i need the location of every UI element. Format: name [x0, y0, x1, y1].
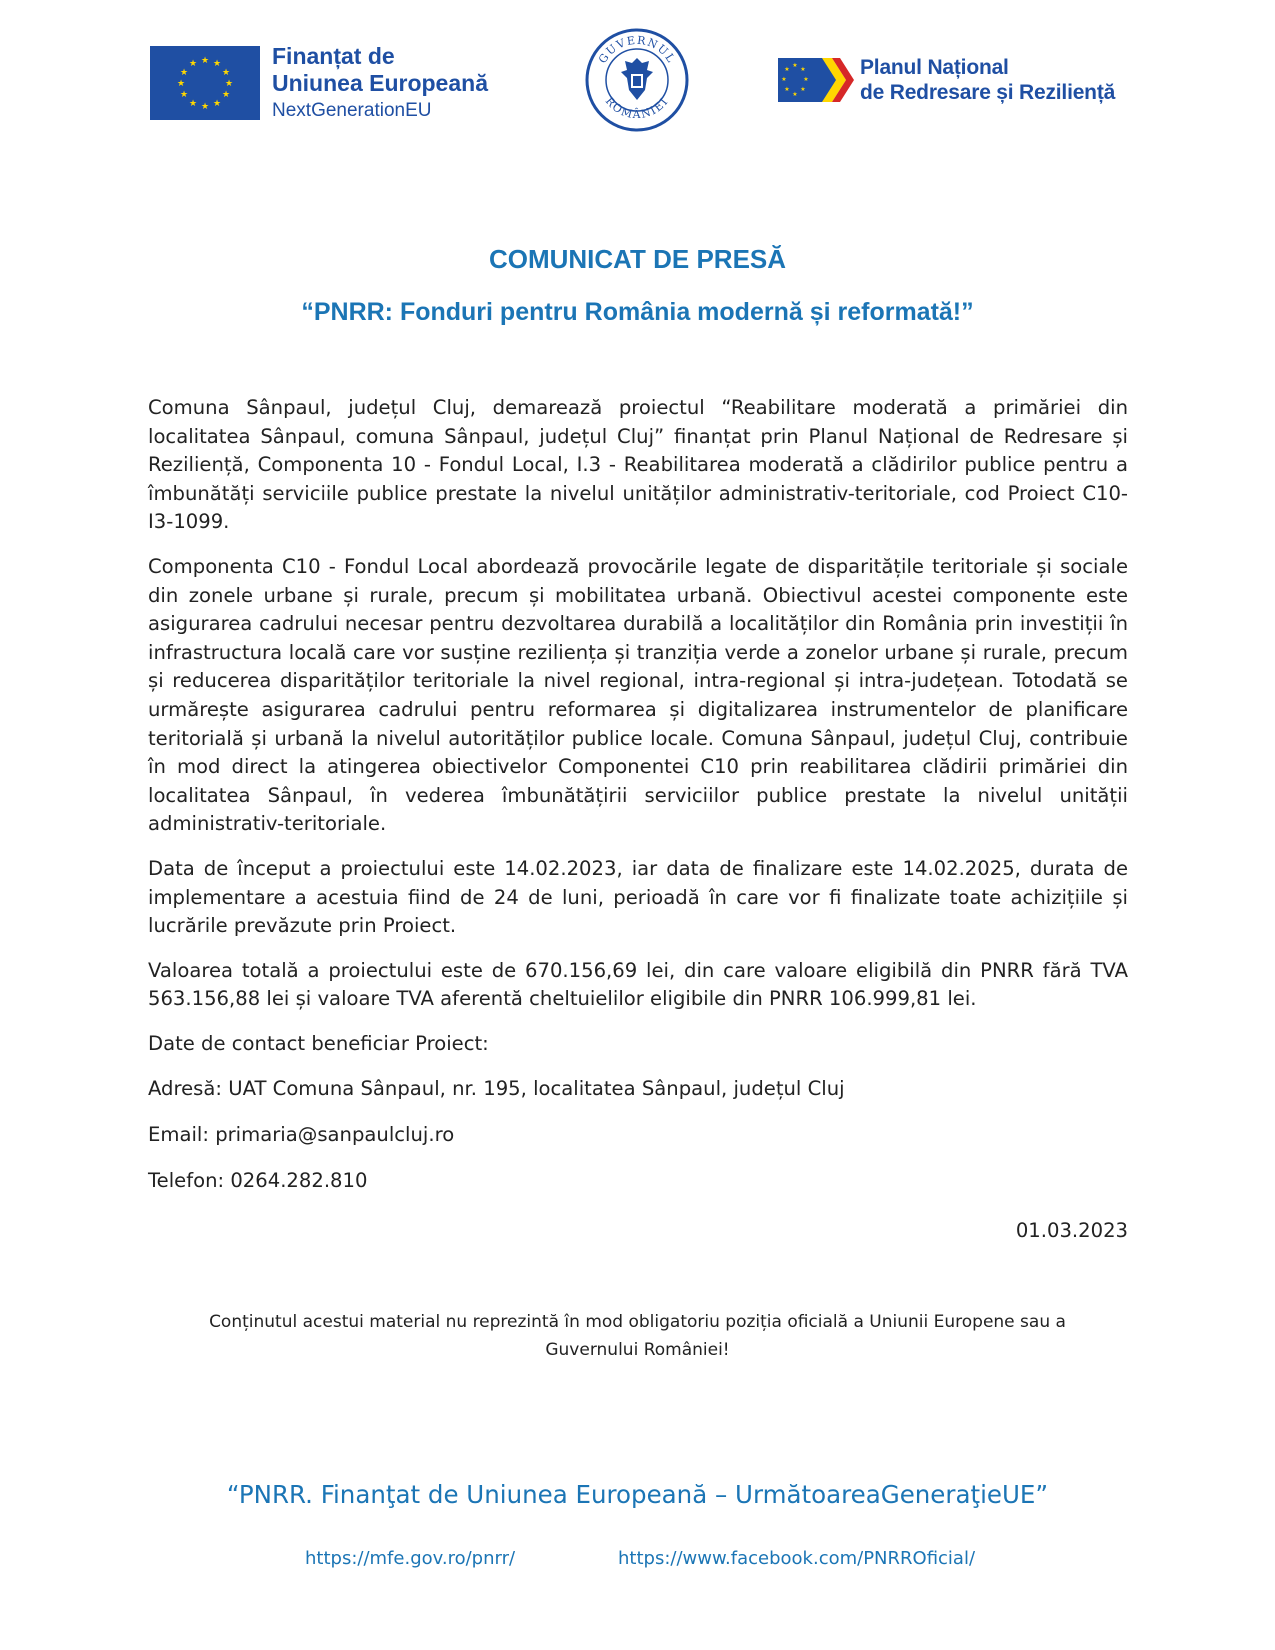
svg-text:★: ★ [200, 56, 210, 66]
svg-text:★: ★ [176, 79, 186, 89]
contact-heading: Date de contact beneficiar Proiect: [148, 1031, 489, 1055]
eu-logo-line2: Uniunea Europeană [272, 69, 488, 96]
eu-logo-text [272, 43, 488, 124]
contact-email: Email: primaria@sanpaulcluj.ro [148, 1123, 455, 1147]
eu-logo-line1: Finanțat de [272, 42, 395, 69]
pnrr-flag-icon [778, 54, 856, 106]
paragraph-timeline: Data de început a proiectului este 14.02.2023, iar data de finalizare este 14.02.2025, durata de implementare a acestuia fiind de 24 de luni, perioadă în care vor fi finalizate toate achizițiile și lucrările prevăzute prin Proiect. [148, 856, 1128, 938]
svg-text:★: ★ [803, 76, 809, 83]
facebook-pnrr-link[interactable]: https://www.facebook.com/PNRROficial/ [618, 1548, 976, 1569]
mfe-pnrr-link[interactable]: https://mfe.gov.ro/pnrr/ [305, 1548, 516, 1569]
disclaimer-line2: Guvernului României! [545, 1340, 730, 1360]
svg-text:★: ★ [221, 68, 231, 78]
pnrr-logo-text [860, 55, 1115, 105]
disclaimer [140, 1308, 1135, 1364]
disclaimer-line1: Conținutul acestui material nu reprezintă în mod obligatoriu poziția oficială a Uniunii Europene sau a [209, 1312, 1066, 1332]
svg-text:★: ★ [800, 86, 806, 93]
pnrr-logo-line2: de Redresare și Reziliență [860, 81, 1116, 104]
svg-text:★: ★ [224, 79, 234, 89]
svg-text:★: ★ [781, 76, 787, 83]
eu-flag-icon [150, 46, 260, 120]
svg-text:★: ★ [800, 66, 806, 73]
svg-text:★: ★ [179, 90, 189, 100]
government-seal-logo [585, 28, 689, 132]
eu-funding-logo [150, 44, 490, 122]
press-release-title: COMUNICAT DE PRESĂ [488, 244, 787, 274]
contact-phone: Telefon: 0264.282.810 [148, 1168, 368, 1192]
contact-address: Adresă: UAT Comuna Sânpaul, nr. 195, localitatea Sânpaul, județul Cluj [148, 1077, 845, 1101]
paragraph-budget: Valoarea totală a proiectului este de 670.156,69 lei, din care valoare eligibilă din PNRR fără TVA 563.156,88 lei și valoare TVA aferentă cheltuielilor eligibile din PNRR 106.999,81 lei. [148, 958, 1128, 1011]
eu-logo-line3: NextGenerationEU [272, 99, 432, 121]
svg-text:★: ★ [792, 91, 798, 98]
press-release-body [148, 394, 1128, 1212]
publication-date: 01.03.2023 [1015, 1219, 1128, 1242]
pnrr-logo [778, 48, 1138, 112]
pnrr-logo-line1: Planul Național [860, 56, 1009, 79]
svg-text:★: ★ [784, 66, 790, 73]
svg-text:★: ★ [212, 59, 222, 69]
seal-text-bottom: ROMÂNIEI [602, 94, 672, 122]
svg-text:★: ★ [784, 86, 790, 93]
svg-text:★: ★ [792, 62, 798, 69]
government-seal-icon [585, 28, 689, 132]
svg-text:★: ★ [188, 59, 198, 69]
svg-text:★: ★ [200, 102, 210, 112]
svg-text:★: ★ [221, 90, 231, 100]
svg-text:★: ★ [179, 68, 189, 78]
svg-text:★: ★ [212, 99, 222, 109]
press-release-subtitle: “PNRR: Fonduri pentru România modernă și reformată!” [301, 298, 974, 326]
paragraph-component-c10: Componenta C10 - Fondul Local abordează provocările legate de disparitățile teritoriale și sociale din zonele urbane și rurale, precum și mobilitatea urbană. Obiectivul acestei componente este asigurarea cadrului necesar pentru dezvoltarea durabilă a localităților din România prin investiții în infrastructura locală care vor susține reziliența și tranziția verde a zonelor urbane și rurale, precum și reducerea disparităților teritoriale la nivel regional, intra-regional și intra-județean. Totodată se urmărește asigurarea cadrului pentru reformarea și digitalizarea instrumentelor de planificare teritorială și urbană la nivelul autorităților publice locale. Comuna Sânpaul, județul Cluj, contribuie în mod direct la atingerea obiectivelor Componentei C10 prin reabilitarea clădirii primăriei din localitatea Sânpaul, în vederea îmbunătățirii serviciilor publice prestate la nivelul unității administrativ-teritoriale. [148, 554, 1128, 836]
svg-text:★: ★ [188, 99, 198, 109]
seal-text-top: GUVERNUL [595, 33, 679, 66]
pnrr-slogan: “PNRR. Finanţat de Uniunea Europeană – UrmătoareaGeneraţieUE” [226, 1480, 1049, 1509]
paragraph-project-intro: Comuna Sânpaul, județul Cluj, demarează proiectul “Reabilitare moderată a primăriei din localitatea Sânpaul, comuna Sânpaul, județul Cluj” finanțat prin Planul Național de Redresare și Reziliență, Componenta 10 - Fondul Local, I.3 - Reabilitarea moderată a clădirilor publice pentru a îmbunătăți serviciile publice prestate la nivelul unităților administrativ-teritoriale, cod Proiect C10-I3-1099. [148, 396, 1128, 534]
